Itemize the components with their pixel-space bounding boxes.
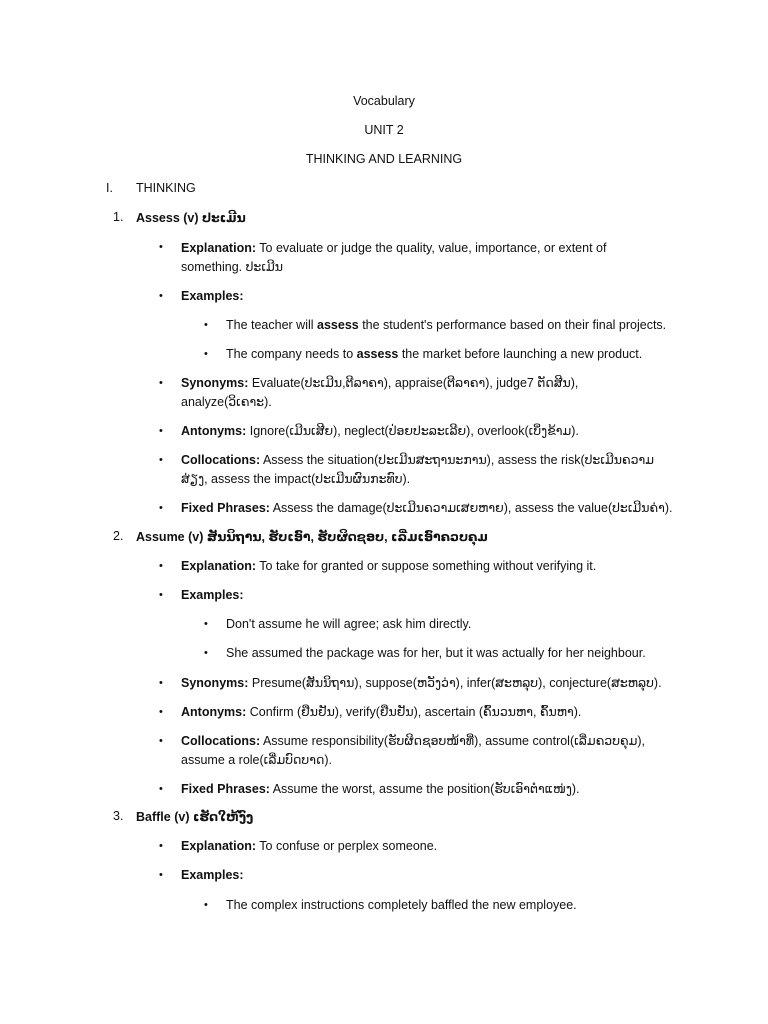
example-sentence: She assumed the package was for her, but it was actually for her neighbour. [226,646,646,660]
bullet: • [204,899,208,911]
bullet: • [204,647,208,659]
word-number: 1. [113,210,124,224]
example-sentence: Don't assume he will agree; ask him directly. [226,617,472,631]
word-number: 3. [113,809,124,823]
bullet: • [159,241,163,253]
bullet: • [159,869,163,881]
example-sentence: The complex instructions completely baffled the new employee. [226,898,577,912]
explanation-label: Explanation: [181,241,257,255]
word-heading: Baffle (v) ເຮັດໃຫ້ງົງ [136,810,254,824]
examples-label: Examples: [181,868,244,882]
synonyms: Synonyms: Presume(ສັນນິຖານ), suppose(ຫວັງວ່າ), infer(ສະຫລຸບ), conjecture(ສະຫລຸບ). [181,676,662,690]
bullet: • [204,319,208,331]
synonyms: Synonyms: Evaluate(ປະເມີນ,ຕີລາຄາ), appraise(ຕີລາຄາ), judge7 ຕັດສີນ), analyze(ວິເຄາະ). [181,376,579,409]
bullet: • [159,589,163,601]
bullet: • [159,425,163,437]
collocations: Collocations: Assume responsibility(ຮັບຜິດຊອບໜ້າທີ່), assume control(ເລີ່ມຄວບຄຸມ), assume a role(ເລີ່ມບົດບາດ). [181,734,646,767]
bullet: • [159,840,163,852]
doc-subtitle: THINKING AND LEARNING [305,152,463,166]
section-number: I. [106,181,113,195]
word-number: 2. [113,529,124,543]
bullet: • [159,290,163,302]
examples-label: Examples: [181,289,244,303]
bullet: • [159,560,163,572]
antonyms: Antonyms: Confirm (ຢືນຢັນ), verify(ຢືນຢັນ), ascertain (ຄົ້ນວນຫາ, ຄົ້ນຫາ). [181,705,582,719]
example-sentence: The teacher will assess the student's performance based on their final projects. [226,318,667,332]
doc-title: Vocabulary [353,94,415,108]
fixed-phrases: Fixed Phrases: Assume the worst, assume the position(ຮັບເອົາຕໍາແໜ່ງ). [181,782,580,796]
bullet: • [159,706,163,718]
explanation [181,239,651,277]
bullet: • [159,377,163,389]
unit-label: UNIT 2 [364,123,404,137]
bullet: • [159,783,163,795]
antonyms: Antonyms: Ignore(ເມີນເສີຍ), neglect(ປ່ອຍປະລະເລີຍ), overlook(ເບິ່ງຂ້າມ). [181,424,579,438]
examples-label: Examples: [181,588,244,602]
bullet: • [159,735,163,747]
collocations: Collocations: Assess the situation(ປະເມີນສະຖານະການ), assess the risk(ປະເມີນຄວາມ ສ່ຽງ, assess the impact(ປະເມີນຜົນກະທົບ). [181,453,655,486]
section-title: THINKING [136,181,196,195]
word-heading: Assess (v) ປະເມີນ [136,211,246,225]
bullet: • [159,502,163,514]
bullet: • [204,348,208,360]
bullet: • [159,454,163,466]
explanation: Explanation: To confuse or perplex someone. [181,839,438,853]
fixed-phrases: Fixed Phrases: Assess the damage(ປະເມີນຄວາມເສຍຫາຍ), assess the value(ປະເມີນຄ່າ). [181,501,673,515]
explanation-text: To evaluate or judge the quality, value, importance, or extent of [256,241,607,255]
explanation: Explanation: To take for granted or suppose something without verifying it. [181,559,597,573]
bullet: • [159,677,163,689]
example-sentence: The company needs to assess the market before launching a new product. [226,347,643,361]
word-heading: Assume (v) ສັນນິຖານ, ຮັບເອົາ, ຮັບຜິດຊອບ, ເລີ່ມເອົາຄວບຄຸມ [136,530,488,544]
bullet: • [204,618,208,630]
explanation-text-cont: something. ປະເມີນ [181,260,284,274]
